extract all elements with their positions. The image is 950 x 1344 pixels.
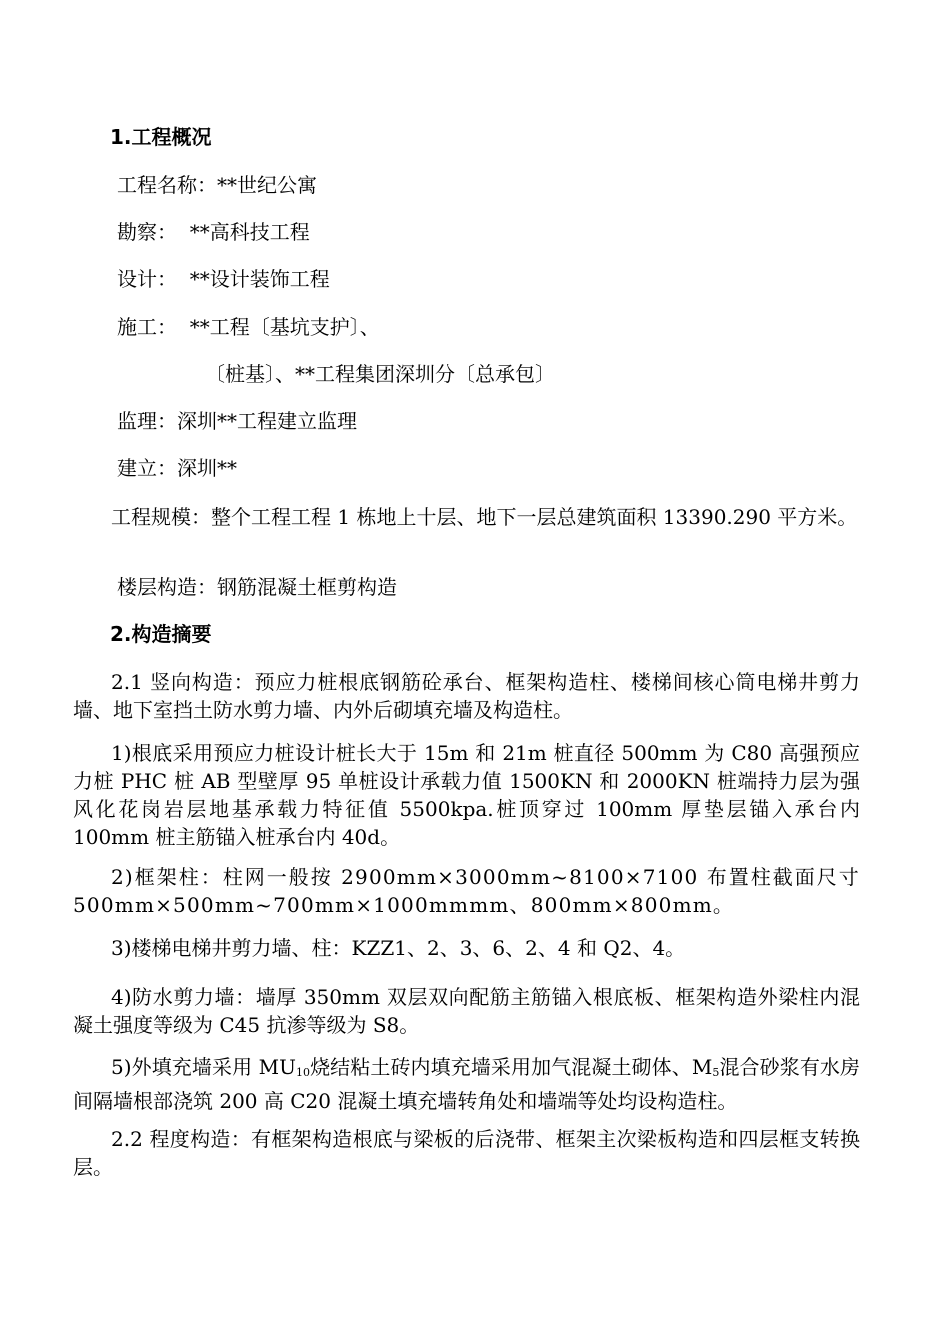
paragraph-item-3: 3)楼梯电梯井剪力墙、柱：KZZ1、2、3、6、2、4 和 Q2、4。	[111, 936, 686, 960]
p5-subscript-5: 5	[712, 1066, 720, 1079]
paragraph-item-1: 1)根底采用预应力桩设计桩长大于 15m 和 21m 桩直径 500mm 为 C80 高强预应力桩 PHC 桩 AB 型壁厚 95 单桩设计承载力值 1500KN 和 2000KN 桩端持力层为强风化花岗岩层地基承载力特征值 5500kpa.桩顶穿过 100mm 厚垫层锚入承台内 100mm 桩主筋锚入桩承台内 40d。	[73, 741, 860, 849]
p5-subscript-10: 10	[295, 1066, 310, 1079]
section-heading-summary: 2.构造摘要	[110, 622, 212, 646]
survey-line: 勘察： **高科技工程	[117, 220, 310, 244]
construction-line-1: 施工： **工程〔基坑支护〕、	[117, 315, 380, 339]
project-name-line: 工程名称：**世纪公寓	[117, 173, 317, 197]
project-scale-paragraph: 工程规模：整个工程工程 1 栋地上十层、地下一层总建筑面积 13390.290 平方米。	[111, 505, 858, 529]
paragraph-item-4: 4)防水剪力墙：墙厚 350mm 双层双向配筋主筋锚入根底板、框架构造外梁柱内混凝土强度等级为 C45 抗渗等级为 S8。	[73, 985, 860, 1037]
p5-text-b: 烧结粘土砖内填充墙采用加气混凝土砌体、M	[309, 1055, 713, 1079]
section-heading-overview: 1.工程概况	[110, 125, 212, 149]
builder-line: 建立：深圳**	[117, 456, 237, 480]
paragraph-item-2: 2)框架柱：柱网一般按 2900mm×3000mm~8100×7100 布置柱截面尺寸 500mm×500mm~700mm×1000mmmm、800mm×800mm。	[73, 865, 860, 917]
p5-text-c: 混合砂浆有水房间隔墙根部浇筑 200 高 C20 混凝土填充墙转角处和墙端等处均设构造柱。	[73, 1055, 861, 1113]
construction-line-2: 〔桩基〕、**工程集团深圳分〔总承包〕	[205, 362, 555, 386]
p5-text-a: 5)外填充墙采用 MU	[111, 1055, 296, 1079]
paragraph-item-5	[73, 1053, 860, 1115]
paragraph-2-1: 2.1 竖向构造：预应力桩根底钢筋砼承台、框架构造柱、楼梯间核心筒电梯井剪力墙、地下室挡土防水剪力墙、内外后砌填充墙及构造柱。	[73, 670, 860, 722]
paragraph-2-2: 2.2 程度构造：有框架构造根底与梁板的后浇带、框架主次梁板构造和四层框支转换层。	[73, 1127, 860, 1179]
floor-structure-line: 楼层构造：钢筋混凝土框剪构造	[117, 575, 397, 599]
design-line: 设计： **设计装饰工程	[117, 267, 330, 291]
supervision-line: 监理：深圳**工程建立监理	[117, 409, 357, 433]
